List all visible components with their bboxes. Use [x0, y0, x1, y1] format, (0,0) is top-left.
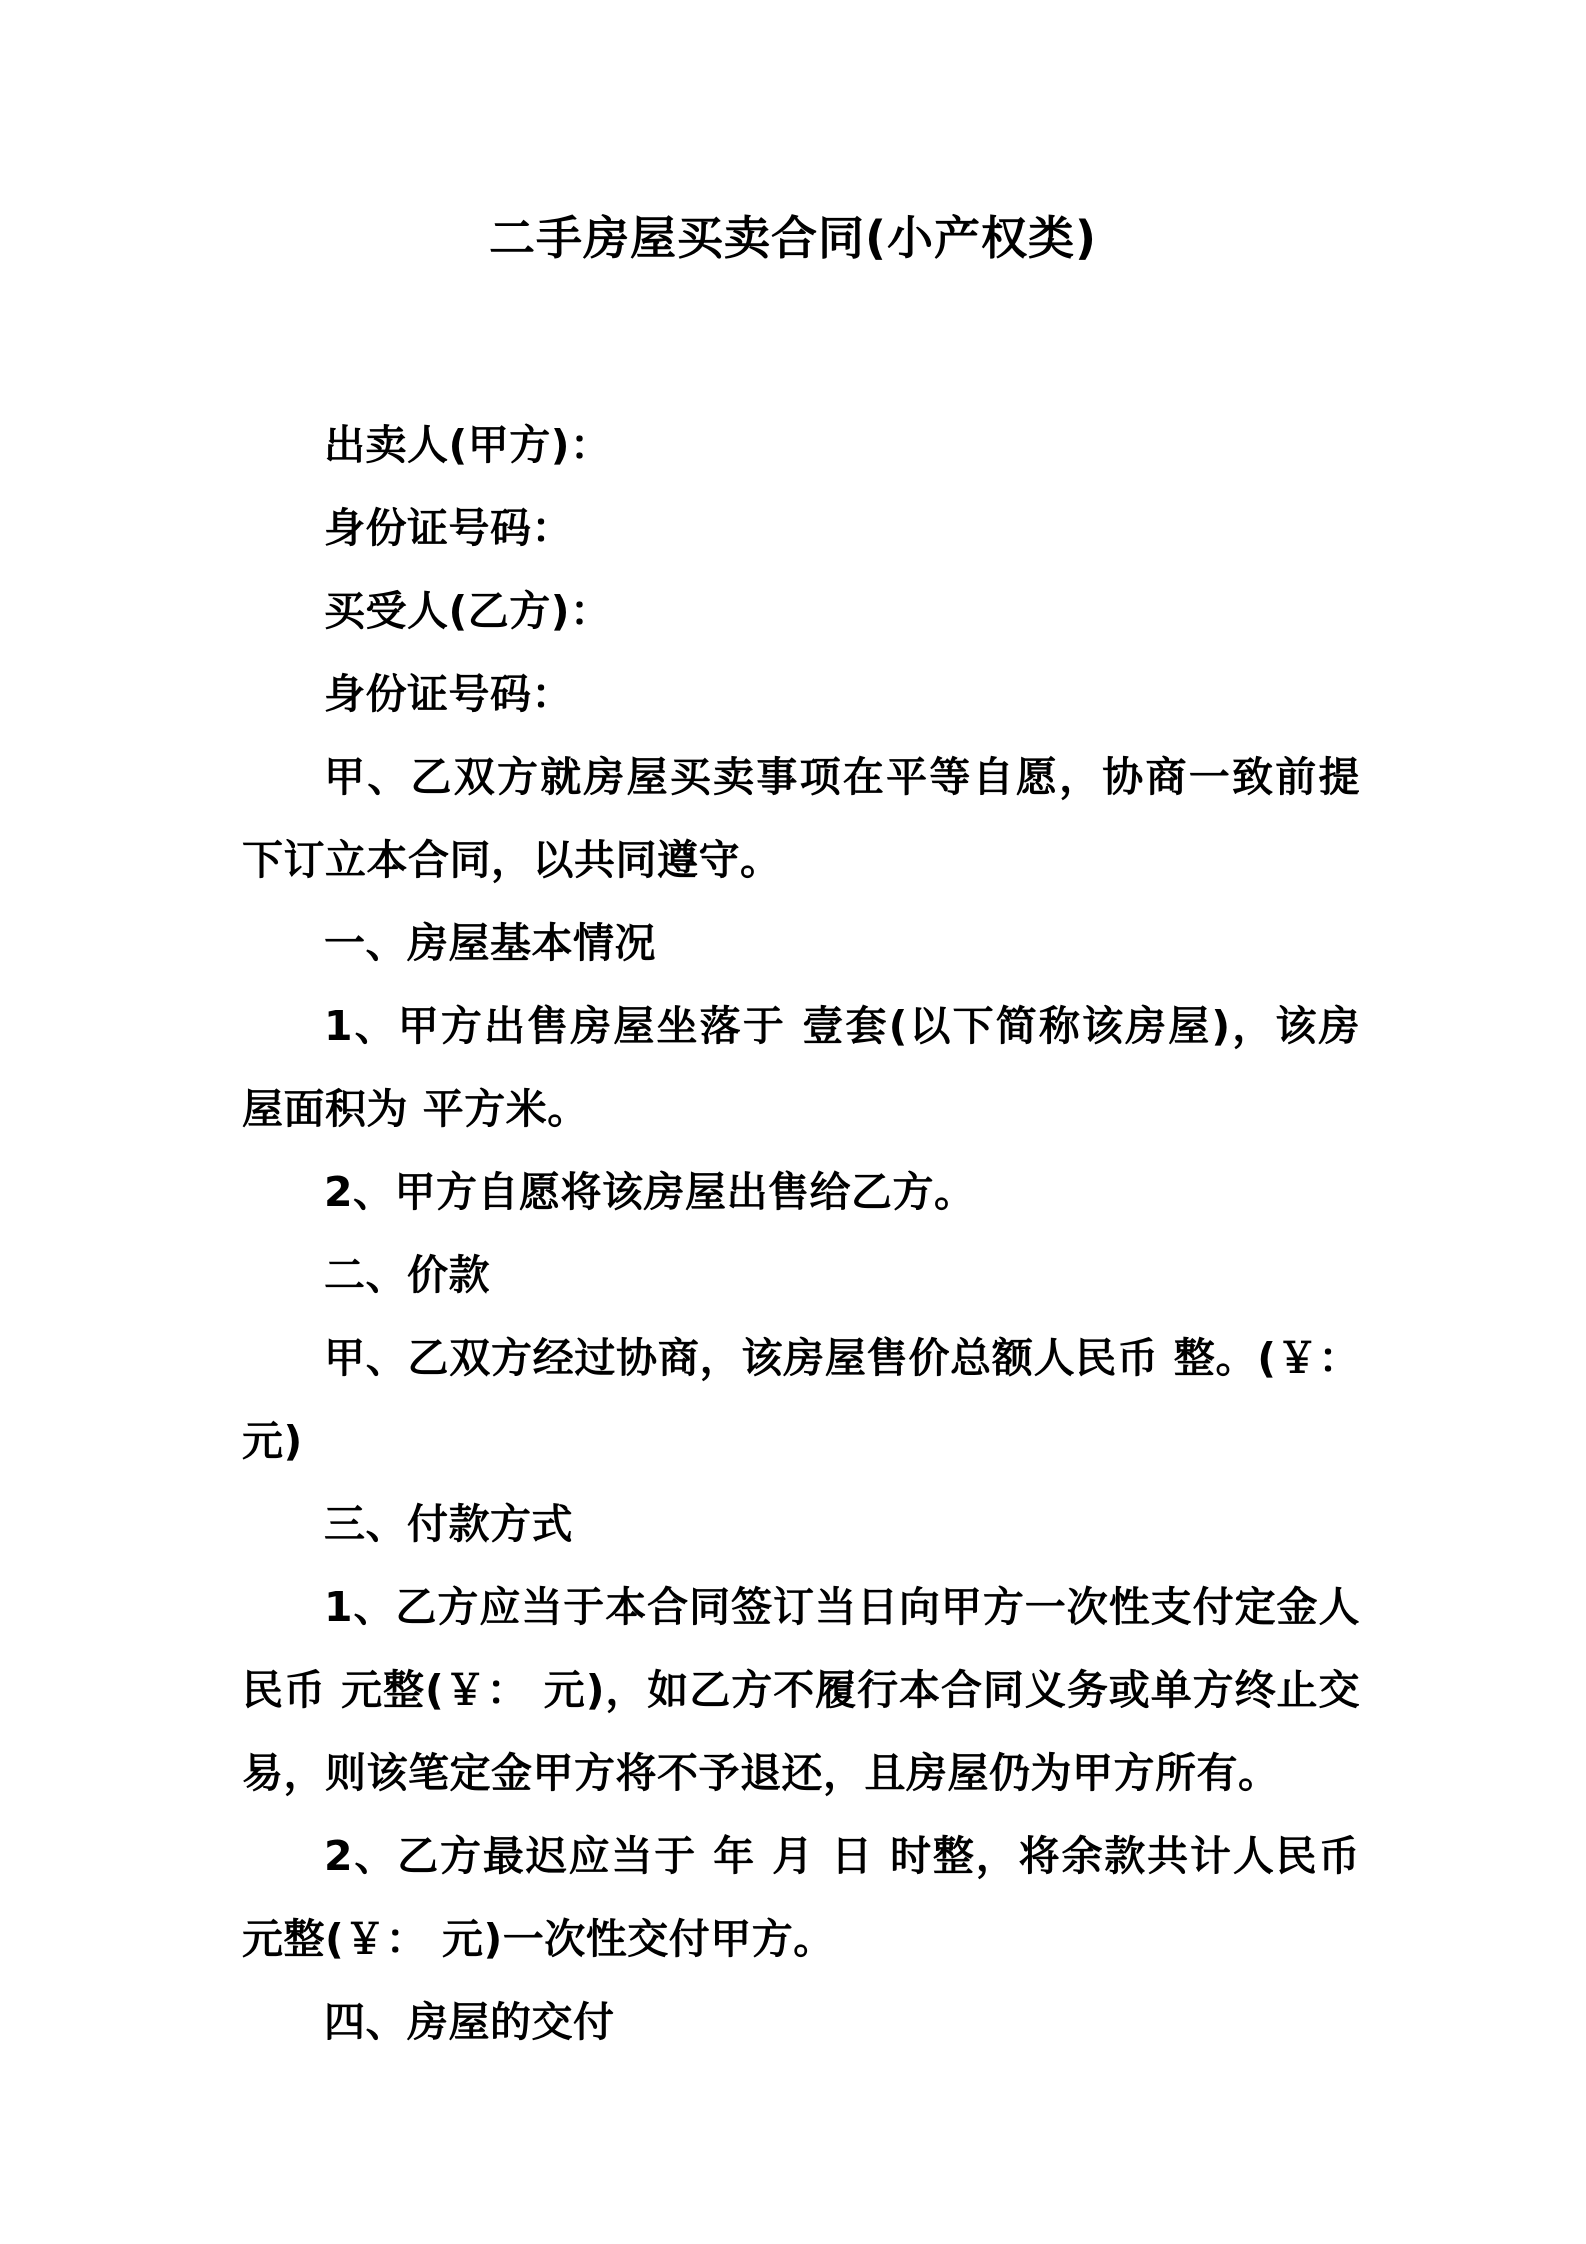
clause-1-1: 1、甲方出售房屋坐落于 壹套(以下简称该房屋)，该房屋面积为 平方米。 — [242, 1002, 1360, 1133]
buyer-id-line: 身份证号码： — [324, 670, 573, 718]
seller-id-line: 身份证号码： — [324, 504, 573, 552]
document-body — [242, 404, 1360, 2064]
document-title: 二手房屋买卖合同(小产权类) — [488, 211, 1098, 265]
section-heading-3: 三、付款方式 — [324, 1500, 573, 1548]
clause-price: 甲、乙双方经过协商，该房屋售价总额人民币 整。(￥： 元) — [242, 1334, 1360, 1465]
clause-1-2: 2、甲方自愿将该房屋出售给乙方。 — [324, 1168, 976, 1216]
clause-3-1: 1、乙方应当于本合同签订当日向甲方一次性支付定金人民币 元整(￥： 元)，如乙方不履行本合同义务或单方终止交易，则该笔定金甲方将不予退还，且房屋仍为甲方所有。 — [242, 1583, 1360, 1797]
clause-3-2: 2、乙方最迟应当于 年 月 日 时整，将余款共计人民币 元整(￥： 元)一次性交付甲方。 — [242, 1832, 1360, 1963]
seller-line: 出卖人(甲方)： — [324, 421, 612, 469]
section-heading-1: 一、房屋基本情况 — [324, 919, 656, 967]
section-heading-2: 二、价款 — [324, 1251, 490, 1299]
buyer-line: 买受人(乙方)： — [324, 587, 612, 635]
preamble-paragraph: 甲、乙双方就房屋买卖事项在平等自愿，协商一致前提下订立本合同，以共同遵守。 — [242, 753, 1360, 884]
section-heading-4: 四、房屋的交付 — [324, 1998, 615, 2046]
